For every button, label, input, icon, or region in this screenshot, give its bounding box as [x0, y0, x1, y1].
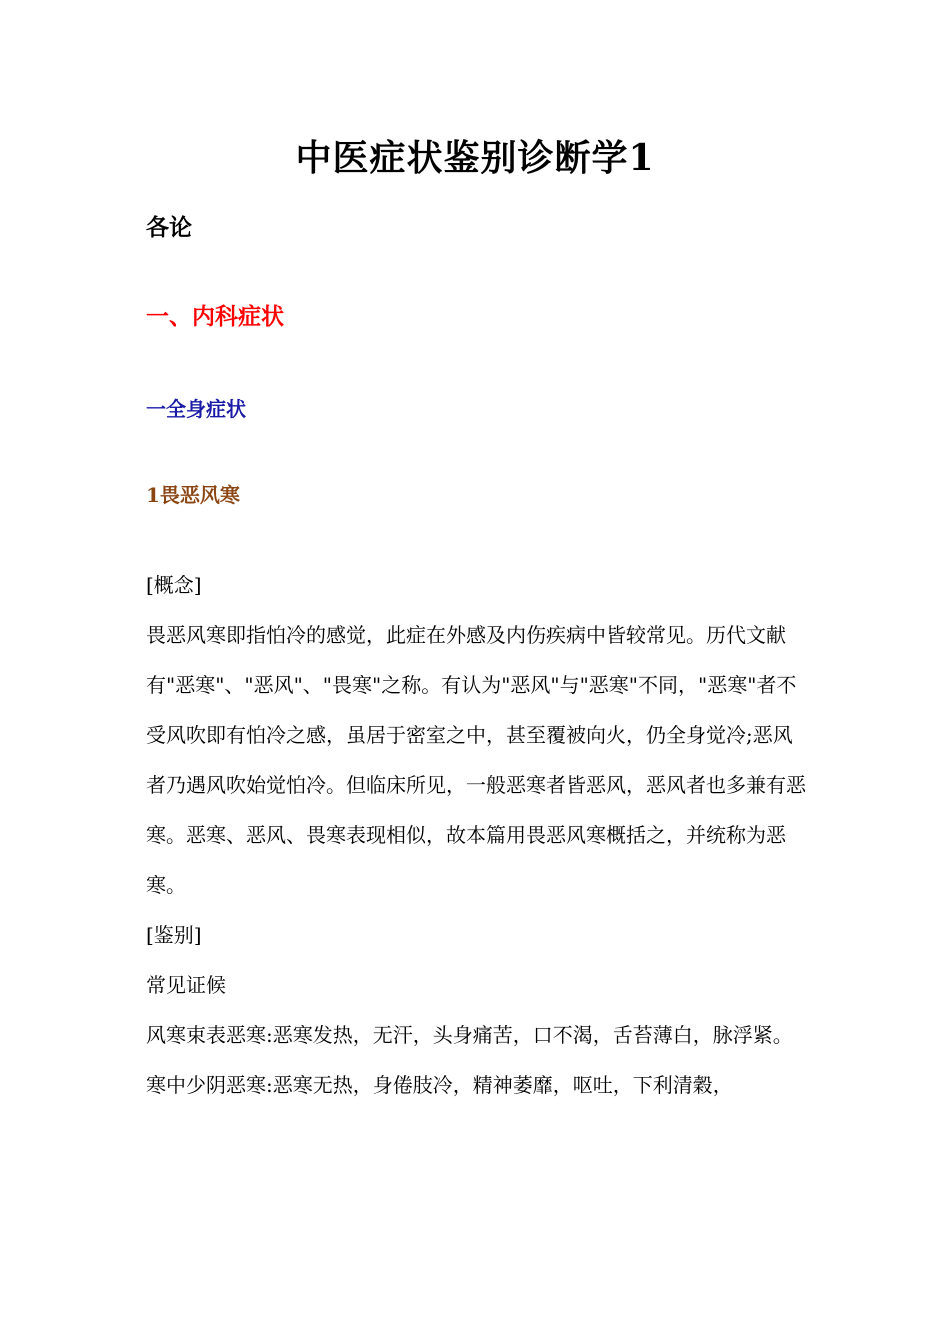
- section-heading: 各论: [146, 214, 192, 241]
- syndrome-paragraph-wind-cold: 风寒束表恶寒:恶寒发热，无汗，头身痛苦，口不渴，舌苔薄白，脉浮紧。: [146, 1023, 793, 1047]
- concept-paragraph: 畏恶风寒即指怕冷的感觉，此症在外感及内伤疾病中皆较常见。历代文献有"恶寒"、"恶风"、"畏寒"之称。有认为"恶风"与"恶寒"不同，"恶寒"者不受风吹即有怕冷之感，虽居于密室之中，甚至覆被向火，仍全身觉冷;恶风者乃遇风吹始觉怕冷。但临床所见，一般恶寒者皆恶风，恶风者也多兼有恶寒。恶寒、恶风、畏寒表现相似，故本篇用畏恶风寒概括之，并统称为恶寒。: [146, 623, 806, 897]
- chapter-heading: 一全身症状: [146, 397, 246, 421]
- syndrome-paragraph-shaoyin-cold: 寒中少阴恶寒:恶寒无热，身倦肢冷，精神萎靡，呕吐，下利清穀，: [146, 1073, 733, 1097]
- topic-heading: 1畏恶风寒: [146, 483, 240, 507]
- document-title: 中医症状鉴别诊断学1: [295, 137, 655, 179]
- part-heading: 一、内科症状: [146, 303, 284, 330]
- common-syndromes-label: 常见证候: [146, 973, 226, 997]
- differentiation-label: [鉴别]: [146, 923, 202, 947]
- content-body: [146, 560, 806, 1110]
- concept-label: [概念]: [146, 573, 202, 597]
